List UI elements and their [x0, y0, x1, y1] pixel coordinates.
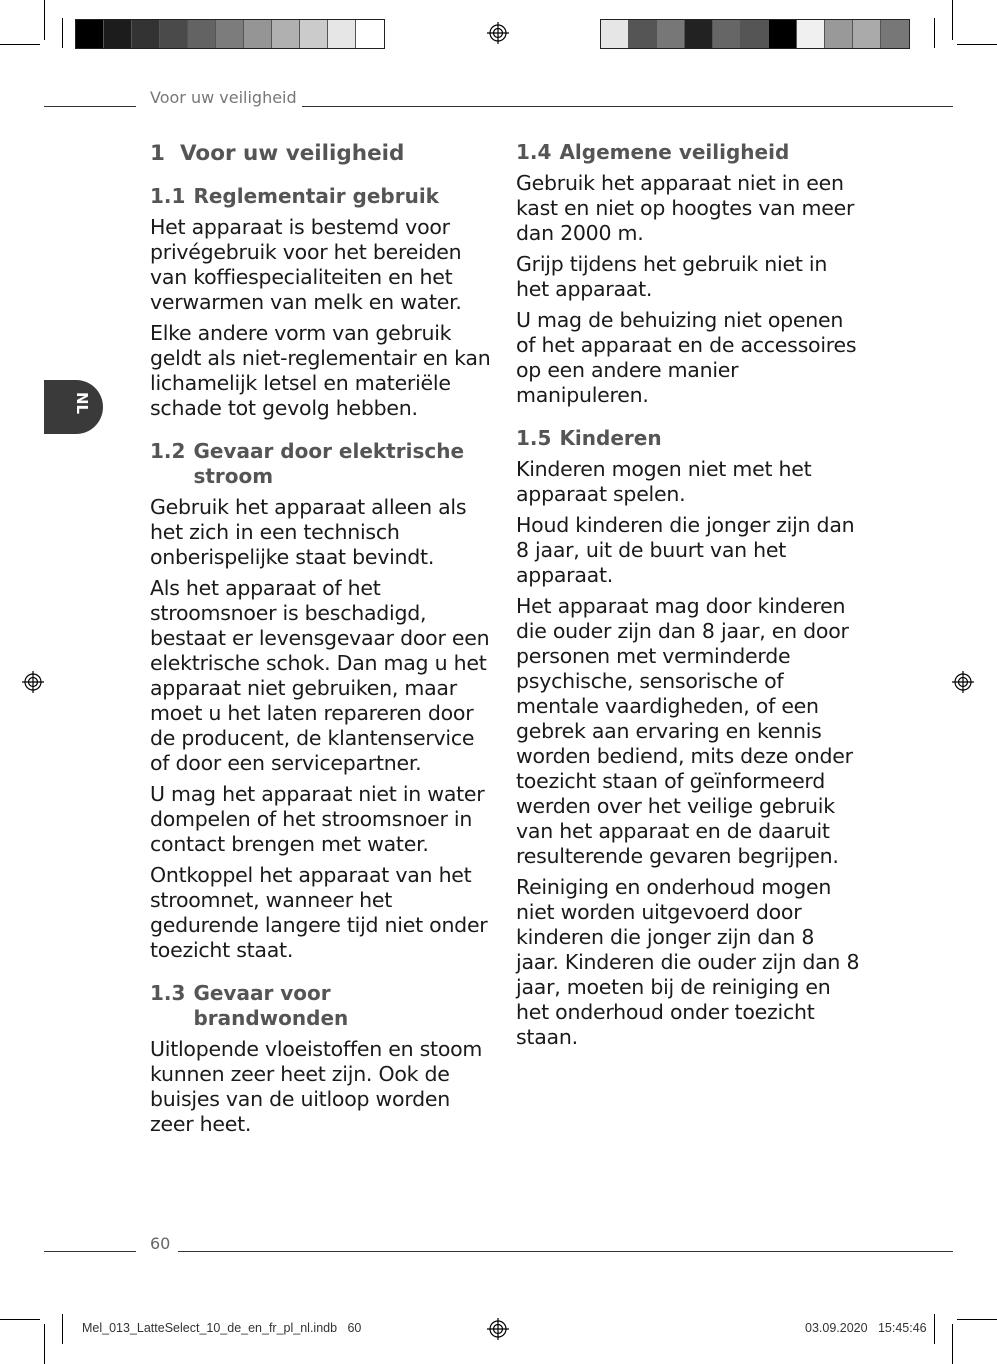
- paragraph: Elke andere vorm van gebruik geldt als niet-reglementair en kan lichamelijk letsel en materiële schade tot gevolg hebben.: [150, 321, 491, 420]
- section-heading: [150, 184, 492, 209]
- color-swatch: [160, 20, 188, 48]
- color-swatch: [713, 20, 741, 48]
- page-number: 60: [150, 1234, 171, 1253]
- left-column: [150, 140, 492, 1155]
- section-number: 1.3: [150, 981, 186, 1005]
- color-swatch: [76, 20, 104, 48]
- section-title: Algemene veiligheid: [559, 140, 790, 164]
- header-rule-left: [44, 106, 136, 107]
- crop-mark: [0, 1319, 40, 1320]
- color-swatch: [853, 20, 881, 48]
- paragraph: Kinderen mogen niet met het apparaat spelen.: [516, 457, 812, 506]
- color-swatch: [356, 20, 384, 48]
- section-number: 1.4: [516, 140, 552, 164]
- section-title: Gevaar door elektrische stroom: [193, 439, 465, 488]
- section-1-3: [150, 981, 492, 1137]
- section-1-1: [150, 184, 492, 421]
- running-head: Voor uw veiligheid: [150, 88, 297, 107]
- crop-mark: [44, 1324, 45, 1364]
- section-number: 1.1: [150, 184, 186, 208]
- color-bar-left: [75, 19, 385, 49]
- section-title: Gevaar voor brandwonden: [193, 981, 349, 1030]
- right-column: [516, 140, 860, 1068]
- paragraph: U mag de behuizing niet openen of het apparaat en de accessoires op een andere manier manipuleren.: [516, 308, 857, 407]
- color-swatch: [769, 20, 797, 48]
- footer-rule-right: [178, 1251, 953, 1252]
- paragraph: Het apparaat mag door kinderen die ouder zijn dan 8 jaar, en door personen met verminderde psychische, sensorische of mentale vaardigheden, of een gebrek aan ervaring en kennis worden bediend, mits deze onder toezicht staan of geïnformeerd werden over het veilige gebruik van het apparaat en de daaruit resulterende gevaren begrijpen.: [516, 594, 853, 868]
- color-swatch: [272, 20, 300, 48]
- paragraph: Ontkoppel het apparaat van het stroomnet, wanneer het gedurende langere tijd niet onder toezicht staat.: [150, 863, 488, 962]
- crop-mark: [957, 44, 997, 45]
- language-tab: [44, 380, 103, 434]
- section-1-2: [150, 439, 492, 963]
- color-swatch: [104, 20, 132, 48]
- paragraph: Reiniging en onderhoud mogen niet worden uitgevoerd door kinderen die jonger zijn dan 8 jaar. Kinderen die ouder zijn dan 8 jaar, moeten bij de reiniging en het onderhoud onder toezicht staan.: [516, 875, 860, 1049]
- paragraph: U mag het apparaat niet in water dompelen of het stroomsnoer in contact brengen met water.: [150, 782, 485, 856]
- registration-mark-icon: [487, 22, 509, 44]
- color-swatch: [629, 20, 657, 48]
- section-number: 1.5: [516, 426, 552, 450]
- color-swatch: [244, 20, 272, 48]
- color-swatch: [741, 20, 769, 48]
- color-swatch: [797, 20, 825, 48]
- color-swatch: [825, 20, 853, 48]
- paragraph: Houd kinderen die jonger zijn dan 8 jaar, uit de buurt van het apparaat.: [516, 513, 855, 587]
- color-swatch: [657, 20, 685, 48]
- color-bar-right: [600, 19, 910, 49]
- crop-mark: [0, 44, 40, 45]
- crop-mark: [934, 18, 935, 48]
- color-swatch: [881, 20, 909, 48]
- section-1-4: [516, 140, 860, 408]
- paragraph: Als het apparaat of het stroomsnoer is beschadigd, bestaat er levensgevaar door een elektrische schok. Dan mag u het apparaat niet gebruiken, maar moet u het laten repareren door de producent, de klantenservice of door een servicepartner.: [150, 576, 490, 775]
- section-number: 1.2: [150, 439, 186, 463]
- crop-mark: [62, 1314, 63, 1344]
- chapter-title: Voor uw veiligheid: [179, 141, 405, 166]
- color-swatch: [328, 20, 356, 48]
- paragraph: Het apparaat is bestemd voor privégebruik voor het bereiden van koffiespecialiteiten en het verwarmen van melk en water.: [150, 215, 462, 314]
- crop-mark: [957, 1319, 997, 1320]
- crop-mark: [952, 0, 953, 40]
- footer-rule-left: [44, 1251, 136, 1252]
- registration-mark-icon: [22, 671, 44, 693]
- color-swatch: [685, 20, 713, 48]
- color-swatch: [216, 20, 244, 48]
- color-swatch: [132, 20, 160, 48]
- language-tab-label: NL: [73, 391, 91, 415]
- section-title: Reglementair gebruik: [193, 184, 439, 208]
- registration-mark-icon: [487, 1318, 509, 1340]
- chapter-number: 1: [150, 141, 165, 166]
- crop-mark: [934, 1314, 935, 1344]
- crop-mark: [62, 18, 63, 48]
- paragraph: Gebruik het apparaat alleen als het zich in een technisch onberispelijke staat bevindt.: [150, 495, 467, 569]
- section-1-5: [516, 426, 860, 1050]
- section-heading: [516, 140, 860, 165]
- section-title: Kinderen: [559, 426, 662, 450]
- section-heading: [516, 426, 860, 451]
- paragraph: Uitlopende vloeistoffen en stoom kunnen zeer heet zijn. Ook de buisjes van de uitloop worden zeer heet.: [150, 1037, 483, 1136]
- color-swatch: [601, 20, 629, 48]
- section-heading: [150, 439, 492, 489]
- color-swatch: [300, 20, 328, 48]
- slug-date-info: 03.09.2020 15:45:46: [805, 1321, 927, 1335]
- color-swatch: [188, 20, 216, 48]
- paragraph: Gebruik het apparaat niet in een kast en niet op hoogtes van meer dan 2000 m.: [516, 171, 855, 245]
- paragraph: Grijp tijdens het gebruik niet in het apparaat.: [516, 252, 828, 301]
- crop-mark: [952, 1324, 953, 1364]
- header-rule-right: [302, 106, 953, 107]
- registration-mark-icon: [952, 671, 974, 693]
- slug-file-info: Mel_013_LatteSelect_10_de_en_fr_pl_nl.indb 60: [82, 1321, 362, 1335]
- section-heading: [150, 981, 492, 1031]
- chapter-heading: [150, 140, 492, 168]
- crop-mark: [44, 0, 45, 40]
